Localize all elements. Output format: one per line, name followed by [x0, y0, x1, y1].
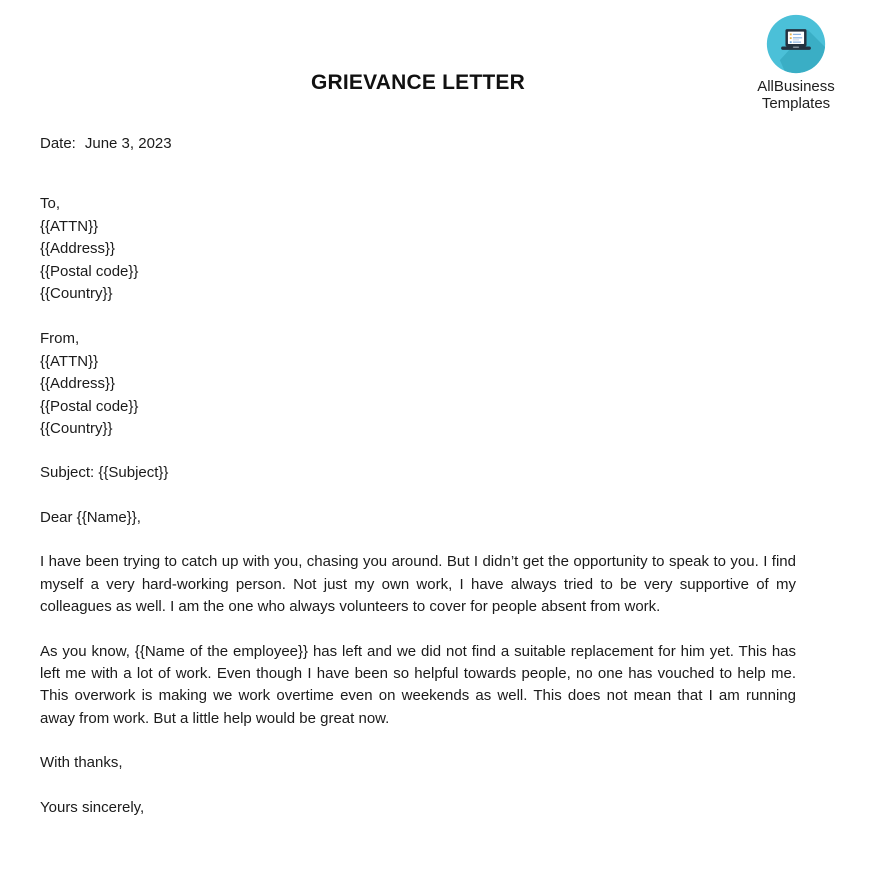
date-line: [40, 133, 796, 155]
brand-name-line2: Templates: [761, 95, 831, 112]
brand-name: [744, 78, 848, 112]
brand-name-line1: AllBusiness: [757, 78, 835, 95]
sender-label: From,: [40, 330, 80, 348]
salutation: Dear {{Name}},: [40, 508, 141, 526]
recipient-address-placeholder: {{Address}}: [40, 240, 116, 258]
sender-country-placeholder: {{Country}}: [40, 420, 113, 438]
sender-address-placeholder: {{Address}}: [40, 375, 116, 393]
paragraph-1: I have been trying to catch up with you, chasing you around. But I didn’t get the opportunity to speak to you. I find myself a very hard-working person. Not just my own work, I have always tried to be very supportive of my colleagues as well. I am the one who always volunteers to cover for people absent from work.: [40, 553, 796, 616]
laptop-icon: [765, 13, 827, 75]
recipient-block: [40, 193, 796, 305]
recipient-label: To,: [40, 195, 61, 213]
sender-block: [40, 328, 796, 440]
subject-line: Subject: {{Subject}}: [40, 464, 169, 482]
recipient-postal-placeholder: {{Postal code}}: [40, 262, 139, 280]
sender-postal-placeholder: {{Postal code}}: [40, 397, 139, 415]
letter-title: GRIEVANCE LETTER: [311, 71, 525, 94]
signoff: Yours sincerely,: [40, 798, 145, 816]
recipient-country-placeholder: {{Country}}: [40, 285, 113, 303]
closing: With thanks,: [40, 754, 123, 772]
recipient-attn-placeholder: {{ATTN}}: [40, 217, 99, 235]
brand-logo: [744, 13, 848, 112]
paragraph-2: As you know, {{Name of the employee}} has left and we did not find a suitable replacement for him yet. This has left me with a lot of work. Even though I have been so helpful towards people, no one has vouched to help me. This overwork is making we work overtime even on weekends as well. This does not mean that I am running away from work. But a little help would be great now.: [40, 642, 796, 727]
sender-attn-placeholder: {{ATTN}}: [40, 352, 99, 370]
date-value: June 3, 2023: [84, 135, 172, 152]
letter-body: [40, 0, 796, 819]
date-label: Date:: [40, 135, 76, 152]
